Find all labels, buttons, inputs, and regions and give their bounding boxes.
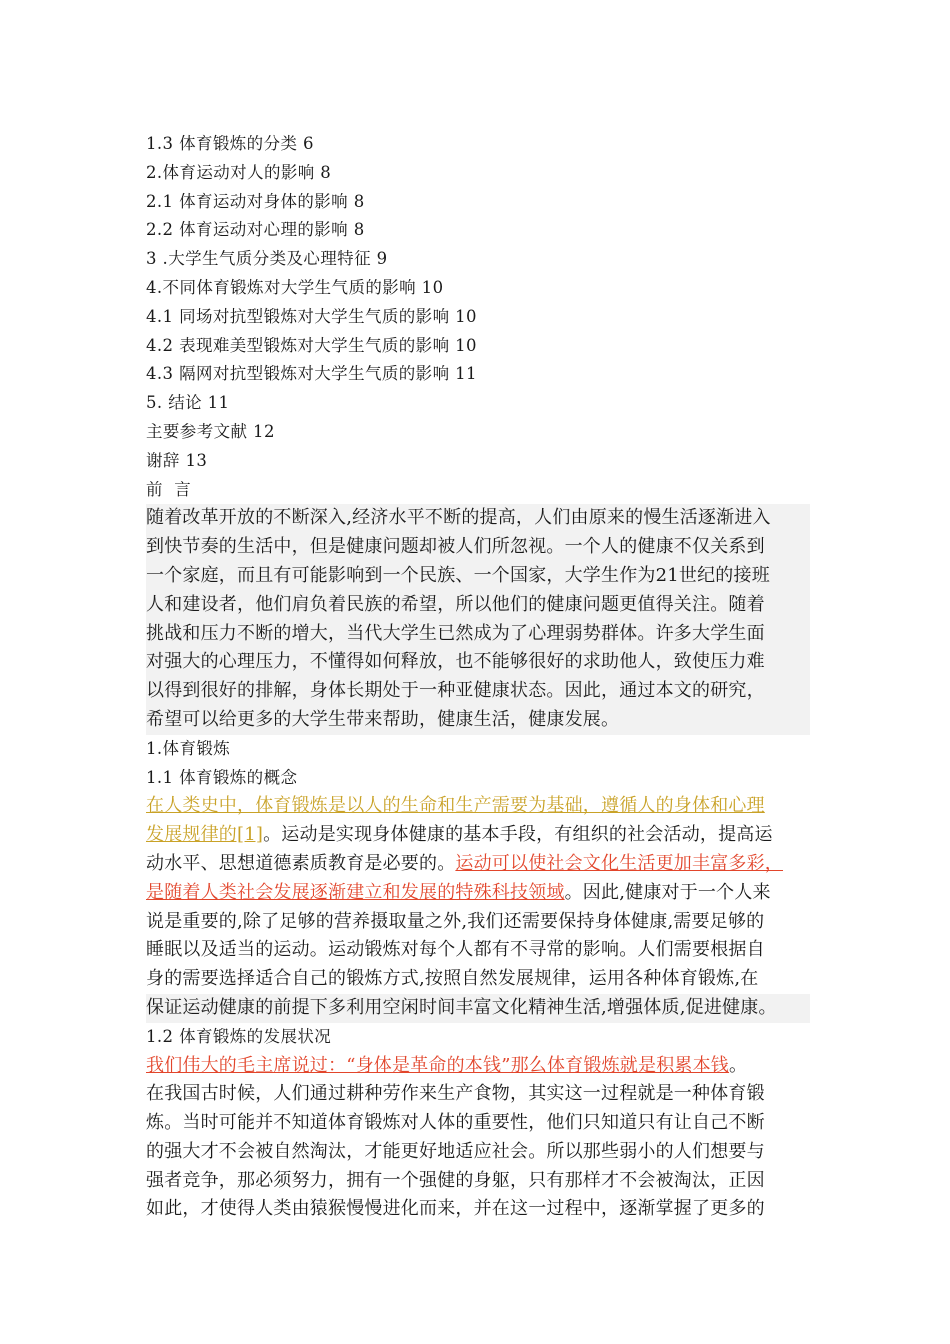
preface-heading: 前 言: [146, 479, 192, 499]
concept-paragraph: 在人类史中，体育锻炼是以人的生命和生产需要为基础，遵循人的身体和心理 发展规律的[1]。运动是实现身体健康的基本手段，有组织的社会活动，提高运 动水平、思想道德素质教育是必要的。运动可以使社会文化生活更加丰富多彩， 是随着人类社会发展逐渐建立和发展的特殊科技领域。因此,健康对于一个人来 说是重要的,除了足够的营养摄取量之外,我们还需要保持身体健康,需要足够的 睡眠以及适当的运动。运动锻炼对每个人都有不寻常的影响。人们需要根据自 身的需要选择适合自己的锻炼方式,按照自然发展规律，运用各种体育锻炼,在 保证运动健康的前提下多利用空闲时间丰富文化精神生活,增强体质,促进健康。: [146, 792, 810, 1022]
toc-item: 5. 结论 11: [146, 393, 230, 413]
toc-item: 2.2 体育运动对心理的影响 8: [146, 220, 365, 240]
toc-item: 4.2 表现难美型锻炼对大学生气质的影响 10: [146, 335, 477, 355]
paragraph-line: 睡眠以及适当的运动。运动锻炼对每个人都有不寻常的影响。人们需要根据自: [146, 939, 765, 961]
paragraph-line: 的强大才不会被自然淘汰，才能更好地适应社会。所以那些弱小的人们想要与: [146, 1140, 765, 1162]
toc-item: 主要参考文献 12: [146, 421, 275, 441]
toc-item: 谢辞 13: [146, 450, 208, 470]
highlighted-text: 是随着人类社会发展逐渐建立和发展的特殊科技领域: [146, 881, 565, 903]
paragraph-line: 说是重要的,除了足够的营养摄取量之外,我们还需要保持身体健康,需要足够的: [146, 910, 765, 932]
toc-item: 3 .大学生气质分类及心理特征 9: [146, 249, 388, 269]
table-of-contents: [146, 130, 810, 476]
paragraph-line: 在我国古时候，人们通过耕种劳作来生产食物，其实这一过程就是一种体育锻: [146, 1083, 765, 1105]
document-page: [146, 130, 810, 1224]
paragraph-line: 希望可以给更多的大学生带来帮助，健康生活，健康发展。: [146, 706, 810, 735]
paragraph-line: 到快节奏的生活中，但是健康问题却被人们所忽视。一个人的健康不仅关系到: [146, 533, 810, 562]
paragraph-line: 随着改革开放的不断深入,经济水平不断的提高，人们由原来的慢生活逐渐进入: [146, 504, 810, 533]
paragraph-line: 挑战和压力不断的增大，当代大学生已然成为了心理弱势群体。许多大学生面: [146, 620, 810, 649]
paragraph-line: 人和建设者，他们肩负着民族的希望，所以他们的健康问题更值得关注。随着: [146, 591, 810, 620]
preface-paragraph: [146, 504, 810, 734]
subsection-heading: 1.2 体育锻炼的发展状况: [146, 1026, 332, 1046]
development-paragraph: 我们伟大的毛主席说过：“身体是革命的本钱”那么体育锻炼就是积累本钱。 在我国古时候，人们通过耕种劳作来生产食物，其实这一过程就是一种体育锻 炼。当时可能并不知道体育锻炼对人体的重要性，他们只知道只有让自己不断 的强大才不会被自然淘汰，才能更好地适应社会。所以那些弱小的人们想要与 强者竞争，那必须努力，拥有一个强健的身躯，只有那样才不会被淘汰，正因 如此，才使得人类由猿猴慢慢进化而来，并在这一过程中，逐渐掌握了更多的: [146, 1052, 810, 1225]
paragraph-line: 如此，才使得人类由猿猴慢慢进化而来，并在这一过程中，逐渐掌握了更多的: [146, 1198, 765, 1220]
toc-item: 4.3 隔网对抗型锻炼对大学生气质的影响 11: [146, 364, 477, 384]
subsection-heading: 1.1 体育锻炼的概念: [146, 767, 298, 787]
paragraph-line: 对强大的心理压力，不懂得如何释放，也不能够很好的求助他人，致使压力难: [146, 648, 810, 677]
paragraph-line: 保证运动健康的前提下多利用空闲时间丰富文化精神生活,增强体质,促进健康。: [146, 994, 810, 1023]
citation-link[interactable]: 发展规律的[1]: [146, 824, 264, 846]
toc-item: 2.体育运动对人的影响 8: [146, 162, 332, 182]
paragraph-line: 强者竞争，那必须努力，拥有一个强健的身躯，只有那样才不会被淘汰，正因: [146, 1169, 765, 1191]
paragraph-line: 一个家庭，而且有可能影响到一个民族、一个国家，大学生作为21世纪的接班: [146, 562, 810, 591]
highlighted-text: 在人类史中，体育锻炼是以人的生命和生产需要为基础，遵循人的身体和心理: [146, 795, 765, 817]
toc-item: 4.不同体育锻炼对大学生气质的影响 10: [146, 277, 444, 297]
paragraph-line: 炼。当时可能并不知道体育锻炼对人体的重要性，他们只知道只有让自己不断: [146, 1112, 765, 1134]
toc-item: 2.1 体育运动对身体的影响 8: [146, 191, 365, 211]
highlighted-text: 我们伟大的毛主席说过：“身体是革命的本钱”那么体育锻炼就是积累本钱: [146, 1054, 730, 1076]
highlighted-text: 运动可以使社会文化生活更加丰富多彩，: [455, 852, 784, 874]
paragraph-line: 以得到很好的排解，身体长期处于一种亚健康状态。因此，通过本文的研究，: [146, 677, 810, 706]
toc-item: 1.3 体育锻炼的分类 6: [146, 134, 314, 153]
toc-item: 4.1 同场对抗型锻炼对大学生气质的影响 10: [146, 306, 477, 326]
paragraph-line: 身的需要选择适合自己的锻炼方式,按照自然发展规律，运用各种体育锻炼,在: [146, 968, 759, 990]
section-heading: 1.体育锻炼: [146, 738, 231, 758]
